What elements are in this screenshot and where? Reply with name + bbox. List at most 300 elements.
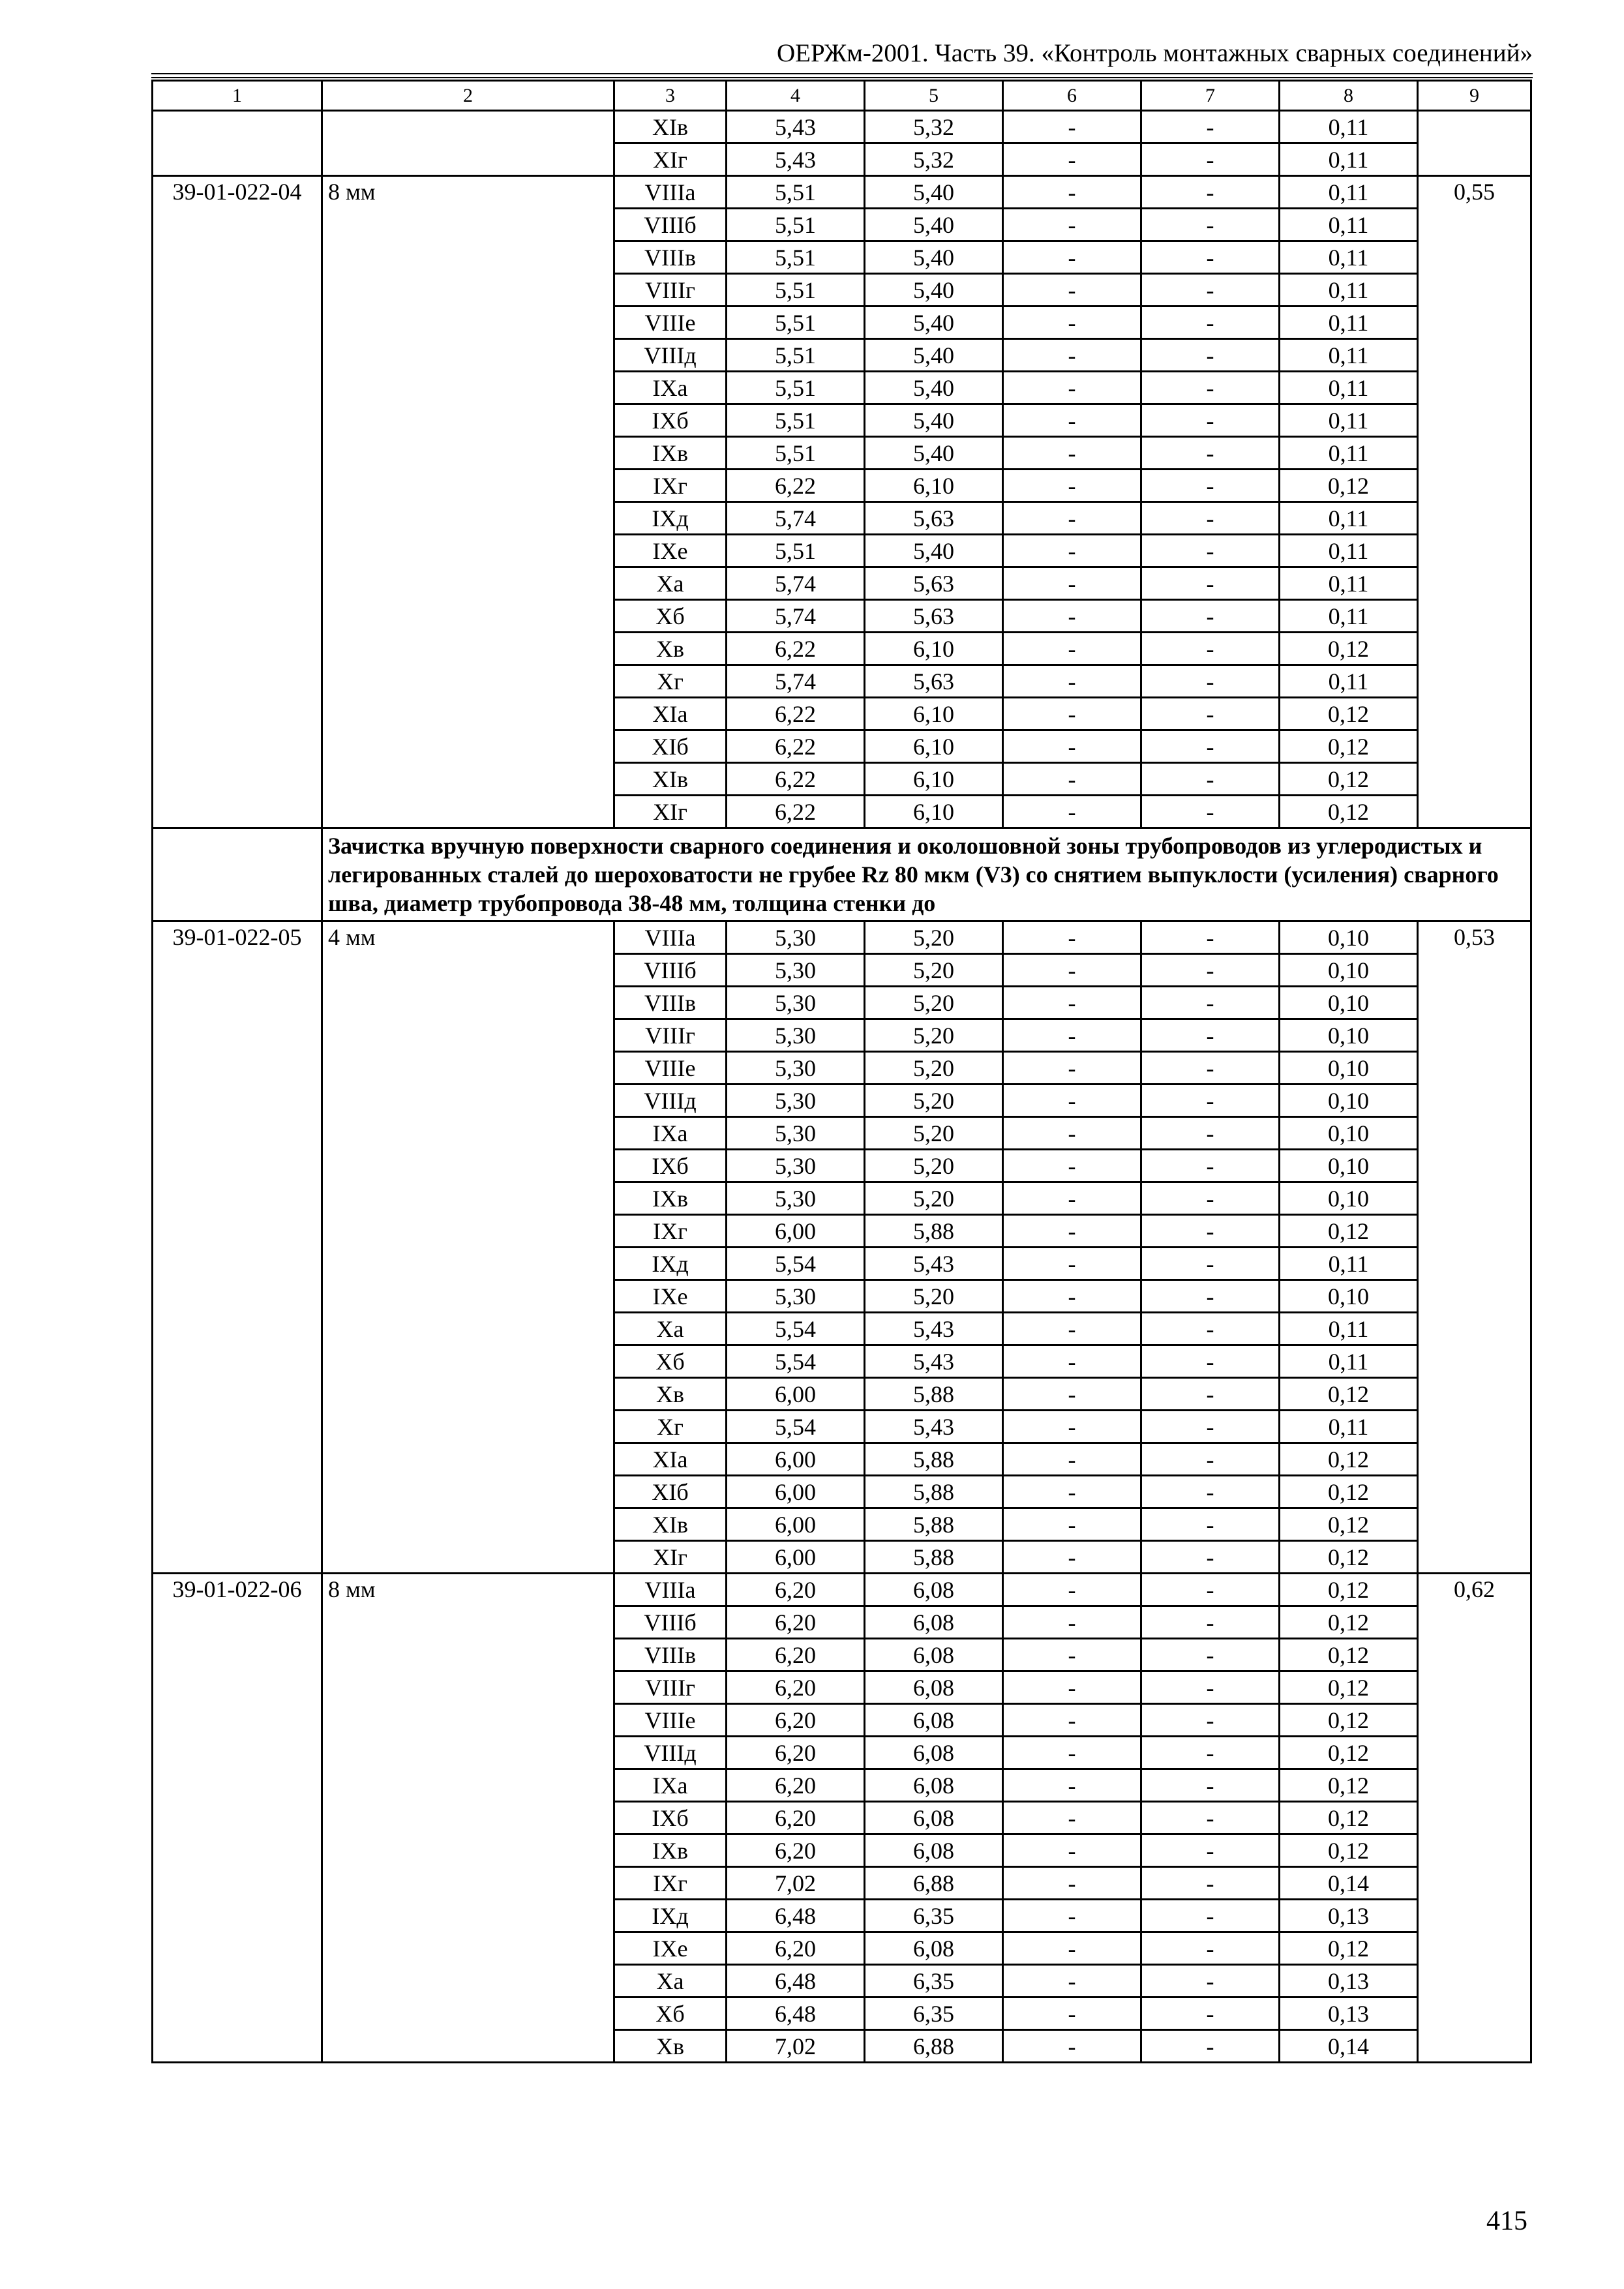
value-col5-cell: 6,08 [865, 1834, 1003, 1867]
category-cell: Xв [614, 2030, 727, 2063]
value-col7-cell: - [1141, 730, 1280, 763]
category-cell: VIIIб [614, 954, 727, 987]
value-col6-cell: - [1003, 730, 1141, 763]
value-col4-cell: 5,74 [727, 600, 865, 633]
value-col5-cell: 5,20 [865, 1117, 1003, 1150]
value-col5-cell: 5,43 [865, 1411, 1003, 1443]
value-col5-cell: 5,40 [865, 209, 1003, 241]
value-col8-cell: 0,12 [1280, 1574, 1418, 1606]
value-col7-cell: - [1141, 1117, 1280, 1150]
value-col5-cell: 6,08 [865, 1704, 1003, 1737]
value-col8-cell: 0,12 [1280, 1769, 1418, 1802]
value-col4-cell: 6,20 [727, 1671, 865, 1704]
value-col6-cell: - [1003, 600, 1141, 633]
value-col7-cell: - [1141, 1508, 1280, 1541]
category-cell: IXг [614, 470, 727, 502]
category-cell: Xб [614, 1345, 727, 1378]
category-cell: IXа [614, 1117, 727, 1150]
category-cell: VIIIа [614, 921, 727, 954]
value-col7-cell: - [1141, 1769, 1280, 1802]
value-col5-cell: 5,20 [865, 1085, 1003, 1117]
value-col8-cell: 0,10 [1280, 987, 1418, 1019]
category-cell: IXд [614, 1248, 727, 1280]
value-col5-cell: 6,88 [865, 2030, 1003, 2063]
column-number-cell: 9 [1418, 81, 1531, 111]
header-rule [151, 73, 1533, 78]
value-col4-cell: 5,74 [727, 665, 865, 698]
value-col5-cell: 6,10 [865, 633, 1003, 665]
value-col5-cell: 6,08 [865, 1802, 1003, 1834]
value-col8-cell: 0,12 [1280, 730, 1418, 763]
value-col6-cell: - [1003, 665, 1141, 698]
category-cell: XIг [614, 796, 727, 828]
category-cell: VIIIб [614, 1606, 727, 1639]
value-col4-cell: 5,51 [727, 339, 865, 372]
value-col5-cell: 5,40 [865, 339, 1003, 372]
value-col7-cell: - [1141, 1574, 1280, 1606]
value-col7-cell: - [1141, 535, 1280, 567]
value-col7-cell: - [1141, 1834, 1280, 1867]
value-col7-cell: - [1141, 241, 1280, 274]
value-col6-cell: - [1003, 1052, 1141, 1085]
value-col7-cell: - [1141, 1052, 1280, 1085]
value-col4-cell: 5,74 [727, 567, 865, 600]
value-col7-cell: - [1141, 2030, 1280, 2063]
category-cell: VIIIа [614, 1574, 727, 1606]
category-cell: Xг [614, 1411, 727, 1443]
value-col7-cell: - [1141, 470, 1280, 502]
value-col4-cell: 5,43 [727, 143, 865, 176]
value-col6-cell: - [1003, 954, 1141, 987]
value-col8-cell: 0,14 [1280, 2030, 1418, 2063]
value-col5-cell: 5,20 [865, 987, 1003, 1019]
category-cell: VIIIб [614, 209, 727, 241]
value-col6-cell: - [1003, 437, 1141, 470]
category-cell: XIв [614, 763, 727, 796]
section-description-row [153, 828, 1531, 921]
rate-code-cell: 39-01-022-06 [153, 1574, 322, 2063]
value-col6-cell: - [1003, 372, 1141, 404]
value-col7-cell: - [1141, 1150, 1280, 1182]
value-col5-cell: 6,10 [865, 763, 1003, 796]
value-col4-cell: 5,51 [727, 176, 865, 209]
rate-table [151, 80, 1532, 2063]
value-col7-cell: - [1141, 1280, 1280, 1313]
value-col6-cell: - [1003, 1965, 1141, 1997]
value-col4-cell: 5,54 [727, 1345, 865, 1378]
value-col6-cell: - [1003, 1378, 1141, 1411]
value-col8-cell: 0,12 [1280, 1378, 1418, 1411]
value-col7-cell: - [1141, 1248, 1280, 1280]
value-col6-cell: - [1003, 274, 1141, 307]
value-col5-cell: 5,20 [865, 1052, 1003, 1085]
value-col8-cell: 0,11 [1280, 372, 1418, 404]
value-col7-cell: - [1141, 1313, 1280, 1345]
value-col5-cell: 5,63 [865, 567, 1003, 600]
category-cell: IXе [614, 1932, 727, 1965]
value-col8-cell: 0,12 [1280, 796, 1418, 828]
value-col5-cell: 6,35 [865, 1965, 1003, 1997]
category-cell: VIIIд [614, 1737, 727, 1769]
description-spacer-cell [153, 828, 322, 921]
value-col8-cell: 0,12 [1280, 698, 1418, 730]
value-col5-cell: 5,88 [865, 1541, 1003, 1574]
value-col7-cell: - [1141, 1443, 1280, 1476]
category-cell: XIб [614, 1476, 727, 1508]
value-col8-cell: 0,10 [1280, 1182, 1418, 1215]
value-col4-cell: 5,51 [727, 307, 865, 339]
value-col5-cell: 5,88 [865, 1378, 1003, 1411]
value-col6-cell: - [1003, 1704, 1141, 1737]
value-col7-cell: - [1141, 339, 1280, 372]
value-col5-cell: 5,20 [865, 1150, 1003, 1182]
category-cell: Xг [614, 665, 727, 698]
value-col9-cell: 0,55 [1418, 176, 1531, 828]
value-col7-cell: - [1141, 1476, 1280, 1508]
value-col4-cell: 5,54 [727, 1411, 865, 1443]
value-col8-cell: 0,11 [1280, 567, 1418, 600]
column-number-cell: 1 [153, 81, 322, 111]
category-cell: XIг [614, 143, 727, 176]
value-col7-cell: - [1141, 1965, 1280, 1997]
value-col4-cell: 6,48 [727, 1997, 865, 2030]
value-col5-cell: 5,40 [865, 274, 1003, 307]
value-col6-cell: - [1003, 1345, 1141, 1378]
category-cell: Xб [614, 600, 727, 633]
value-col4-cell: 5,30 [727, 1019, 865, 1052]
value-col7-cell: - [1141, 1900, 1280, 1932]
value-col4-cell: 6,22 [727, 796, 865, 828]
value-col8-cell: 0,11 [1280, 307, 1418, 339]
value-col4-cell: 6,48 [727, 1965, 865, 1997]
value-col7-cell: - [1141, 1867, 1280, 1900]
category-cell: IXв [614, 437, 727, 470]
category-cell: VIIIе [614, 1704, 727, 1737]
value-col7-cell: - [1141, 209, 1280, 241]
value-col8-cell: 0,11 [1280, 241, 1418, 274]
value-col9-cell [1418, 111, 1531, 176]
column-number-row [153, 81, 1531, 111]
value-col5-cell: 5,20 [865, 921, 1003, 954]
value-col4-cell: 5,51 [727, 274, 865, 307]
value-col6-cell: - [1003, 111, 1141, 143]
value-col8-cell: 0,13 [1280, 1965, 1418, 1997]
value-col4-cell: 5,30 [727, 921, 865, 954]
value-col6-cell: - [1003, 1997, 1141, 2030]
value-col8-cell: 0,12 [1280, 1704, 1418, 1737]
value-col6-cell: - [1003, 1900, 1141, 1932]
value-col4-cell: 6,20 [727, 1834, 865, 1867]
value-col5-cell: 5,43 [865, 1345, 1003, 1378]
value-col5-cell: 5,63 [865, 502, 1003, 535]
value-col5-cell: 5,88 [865, 1443, 1003, 1476]
value-col6-cell: - [1003, 209, 1141, 241]
value-col4-cell: 6,22 [727, 730, 865, 763]
value-col8-cell: 0,10 [1280, 1085, 1418, 1117]
value-col5-cell: 5,32 [865, 111, 1003, 143]
value-col6-cell: - [1003, 1671, 1141, 1704]
column-number-cell: 2 [322, 81, 614, 111]
category-cell: IXг [614, 1215, 727, 1248]
value-col6-cell: - [1003, 1280, 1141, 1313]
table-row [153, 176, 1531, 209]
value-col7-cell: - [1141, 1671, 1280, 1704]
value-col8-cell: 0,11 [1280, 176, 1418, 209]
value-col5-cell: 5,88 [865, 1476, 1003, 1508]
value-col4-cell: 5,51 [727, 535, 865, 567]
value-col6-cell: - [1003, 763, 1141, 796]
value-col5-cell: 5,43 [865, 1313, 1003, 1345]
value-col4-cell: 6,00 [727, 1378, 865, 1411]
value-col5-cell: 5,40 [865, 176, 1003, 209]
value-col4-cell: 6,20 [727, 1932, 865, 1965]
value-col7-cell: - [1141, 404, 1280, 437]
value-col7-cell: - [1141, 1704, 1280, 1737]
category-cell: IXд [614, 502, 727, 535]
value-col8-cell: 0,14 [1280, 1867, 1418, 1900]
value-col4-cell: 5,74 [727, 502, 865, 535]
value-col8-cell: 0,12 [1280, 633, 1418, 665]
category-cell: IXг [614, 1867, 727, 1900]
value-col4-cell: 6,48 [727, 1900, 865, 1932]
value-col8-cell: 0,12 [1280, 1737, 1418, 1769]
value-col7-cell: - [1141, 987, 1280, 1019]
value-col6-cell: - [1003, 633, 1141, 665]
value-col8-cell: 0,11 [1280, 1411, 1418, 1443]
value-col8-cell: 0,10 [1280, 1019, 1418, 1052]
value-col8-cell: 0,10 [1280, 1117, 1418, 1150]
value-col5-cell: 6,35 [865, 1900, 1003, 1932]
category-cell: Xв [614, 633, 727, 665]
value-col4-cell: 5,30 [727, 987, 865, 1019]
page-number: 415 [1486, 2206, 1527, 2236]
value-col4-cell: 5,51 [727, 241, 865, 274]
value-col8-cell: 0,12 [1280, 1671, 1418, 1704]
value-col6-cell: - [1003, 176, 1141, 209]
value-col6-cell: - [1003, 1574, 1141, 1606]
value-col7-cell: - [1141, 502, 1280, 535]
value-col7-cell: - [1141, 437, 1280, 470]
value-col8-cell: 0,10 [1280, 954, 1418, 987]
category-cell: XIв [614, 111, 727, 143]
category-cell: VIIIв [614, 241, 727, 274]
value-col7-cell: - [1141, 1541, 1280, 1574]
value-col8-cell: 0,11 [1280, 143, 1418, 176]
value-col7-cell: - [1141, 698, 1280, 730]
column-number-cell: 8 [1280, 81, 1418, 111]
value-col6-cell: - [1003, 1313, 1141, 1345]
value-col4-cell: 6,20 [727, 1704, 865, 1737]
column-number-cell: 7 [1141, 81, 1280, 111]
value-col6-cell: - [1003, 1737, 1141, 1769]
value-col7-cell: - [1141, 796, 1280, 828]
value-col5-cell: 5,20 [865, 954, 1003, 987]
value-col8-cell: 0,10 [1280, 1280, 1418, 1313]
value-col6-cell: - [1003, 987, 1141, 1019]
category-cell: IXа [614, 372, 727, 404]
value-col8-cell: 0,11 [1280, 1345, 1418, 1378]
value-col5-cell: 5,40 [865, 307, 1003, 339]
value-col4-cell: 5,30 [727, 954, 865, 987]
value-col8-cell: 0,11 [1280, 502, 1418, 535]
category-cell: IXе [614, 1280, 727, 1313]
value-col8-cell: 0,10 [1280, 1052, 1418, 1085]
value-col4-cell: 6,20 [727, 1574, 865, 1606]
value-col4-cell: 6,20 [727, 1639, 865, 1671]
value-col5-cell: 6,08 [865, 1769, 1003, 1802]
value-col5-cell: 6,08 [865, 1671, 1003, 1704]
value-col4-cell: 5,30 [727, 1182, 865, 1215]
value-col9-cell: 0,62 [1418, 1574, 1531, 2063]
value-col4-cell: 5,54 [727, 1248, 865, 1280]
value-col8-cell: 0,12 [1280, 1508, 1418, 1541]
category-cell: IXд [614, 1900, 727, 1932]
value-col6-cell: - [1003, 143, 1141, 176]
value-col7-cell: - [1141, 1606, 1280, 1639]
value-col7-cell: - [1141, 1215, 1280, 1248]
value-col8-cell: 0,11 [1280, 600, 1418, 633]
value-col5-cell: 6,10 [865, 698, 1003, 730]
value-col4-cell: 5,51 [727, 404, 865, 437]
category-cell: Xа [614, 567, 727, 600]
value-col8-cell: 0,12 [1280, 1932, 1418, 1965]
category-cell: IXв [614, 1834, 727, 1867]
value-col8-cell: 0,11 [1280, 209, 1418, 241]
value-col6-cell: - [1003, 1834, 1141, 1867]
value-col6-cell: - [1003, 1150, 1141, 1182]
value-col4-cell: 6,22 [727, 470, 865, 502]
value-col8-cell: 0,12 [1280, 1443, 1418, 1476]
table-row [153, 921, 1531, 954]
value-col4-cell: 6,22 [727, 763, 865, 796]
value-col5-cell: 5,63 [865, 600, 1003, 633]
rate-code-cell: 39-01-022-04 [153, 176, 322, 828]
value-col6-cell: - [1003, 1932, 1141, 1965]
value-col5-cell: 5,88 [865, 1215, 1003, 1248]
category-cell: XIа [614, 698, 727, 730]
value-col7-cell: - [1141, 665, 1280, 698]
value-col5-cell: 6,88 [865, 1867, 1003, 1900]
value-col8-cell: 0,11 [1280, 111, 1418, 143]
value-col6-cell: - [1003, 1508, 1141, 1541]
category-cell: Xа [614, 1313, 727, 1345]
category-cell: VIIIв [614, 1639, 727, 1671]
parameter-cell: 8 мм [322, 176, 614, 828]
category-cell: IXб [614, 1802, 727, 1834]
value-col7-cell: - [1141, 1737, 1280, 1769]
value-col6-cell: - [1003, 1443, 1141, 1476]
value-col6-cell: - [1003, 1248, 1141, 1280]
value-col7-cell: - [1141, 1085, 1280, 1117]
value-col5-cell: 6,08 [865, 1606, 1003, 1639]
value-col5-cell: 6,35 [865, 1997, 1003, 2030]
value-col7-cell: - [1141, 111, 1280, 143]
column-number-cell: 4 [727, 81, 865, 111]
value-col4-cell: 6,22 [727, 698, 865, 730]
value-col6-cell: - [1003, 921, 1141, 954]
category-cell: XIг [614, 1541, 727, 1574]
value-col7-cell: - [1141, 1932, 1280, 1965]
value-col7-cell: - [1141, 633, 1280, 665]
value-col7-cell: - [1141, 1019, 1280, 1052]
value-col5-cell: 5,43 [865, 1248, 1003, 1280]
value-col4-cell: 5,51 [727, 437, 865, 470]
table-row [153, 111, 1531, 143]
value-col5-cell: 6,08 [865, 1737, 1003, 1769]
value-col8-cell: 0,11 [1280, 535, 1418, 567]
category-cell: IXа [614, 1769, 727, 1802]
column-number-cell: 3 [614, 81, 727, 111]
value-col4-cell: 6,20 [727, 1769, 865, 1802]
value-col7-cell: - [1141, 1345, 1280, 1378]
parameter-cell: 8 мм [322, 1574, 614, 2063]
value-col5-cell: 5,40 [865, 372, 1003, 404]
value-col6-cell: - [1003, 1215, 1141, 1248]
table-row [153, 1574, 1531, 1606]
category-cell: XIв [614, 1508, 727, 1541]
rate-code-cell [153, 111, 322, 176]
value-col6-cell: - [1003, 2030, 1141, 2063]
value-col6-cell: - [1003, 1085, 1141, 1117]
value-col7-cell: - [1141, 1802, 1280, 1834]
value-col8-cell: 0,12 [1280, 1639, 1418, 1671]
value-col7-cell: - [1141, 1997, 1280, 2030]
value-col4-cell: 6,00 [727, 1541, 865, 1574]
category-cell: VIIIе [614, 307, 727, 339]
value-col7-cell: - [1141, 1378, 1280, 1411]
value-col8-cell: 0,12 [1280, 1541, 1418, 1574]
value-col5-cell: 5,63 [865, 665, 1003, 698]
value-col8-cell: 0,11 [1280, 274, 1418, 307]
category-cell: VIIIа [614, 176, 727, 209]
category-cell: VIIIг [614, 1019, 727, 1052]
running-header: ОЕРЖм-2001. Часть 39. «Контроль монтажных сварных соединений» [777, 39, 1533, 67]
value-col6-cell: - [1003, 1867, 1141, 1900]
value-col6-cell: - [1003, 1182, 1141, 1215]
value-col8-cell: 0,11 [1280, 339, 1418, 372]
value-col5-cell: 6,08 [865, 1639, 1003, 1671]
column-number-cell: 6 [1003, 81, 1141, 111]
value-col4-cell: 5,51 [727, 372, 865, 404]
value-col8-cell: 0,11 [1280, 1248, 1418, 1280]
column-number-cell: 5 [865, 81, 1003, 111]
category-cell: VIIIг [614, 274, 727, 307]
value-col8-cell: 0,11 [1280, 404, 1418, 437]
category-cell: IXб [614, 404, 727, 437]
value-col7-cell: - [1141, 921, 1280, 954]
category-cell: VIIIе [614, 1052, 727, 1085]
value-col8-cell: 0,10 [1280, 1150, 1418, 1182]
value-col7-cell: - [1141, 143, 1280, 176]
value-col6-cell: - [1003, 567, 1141, 600]
value-col5-cell: 5,20 [865, 1182, 1003, 1215]
rate-code-cell: 39-01-022-05 [153, 921, 322, 1574]
value-col4-cell: 5,54 [727, 1313, 865, 1345]
value-col4-cell: 6,20 [727, 1737, 865, 1769]
value-col6-cell: - [1003, 241, 1141, 274]
value-col6-cell: - [1003, 1019, 1141, 1052]
value-col7-cell: - [1141, 600, 1280, 633]
category-cell: IXв [614, 1182, 727, 1215]
value-col8-cell: 0,12 [1280, 470, 1418, 502]
value-col4-cell: 6,22 [727, 633, 865, 665]
value-col7-cell: - [1141, 1411, 1280, 1443]
value-col5-cell: 6,10 [865, 796, 1003, 828]
value-col4-cell: 6,00 [727, 1215, 865, 1248]
value-col5-cell: 5,20 [865, 1280, 1003, 1313]
value-col4-cell: 5,30 [727, 1085, 865, 1117]
value-col7-cell: - [1141, 954, 1280, 987]
